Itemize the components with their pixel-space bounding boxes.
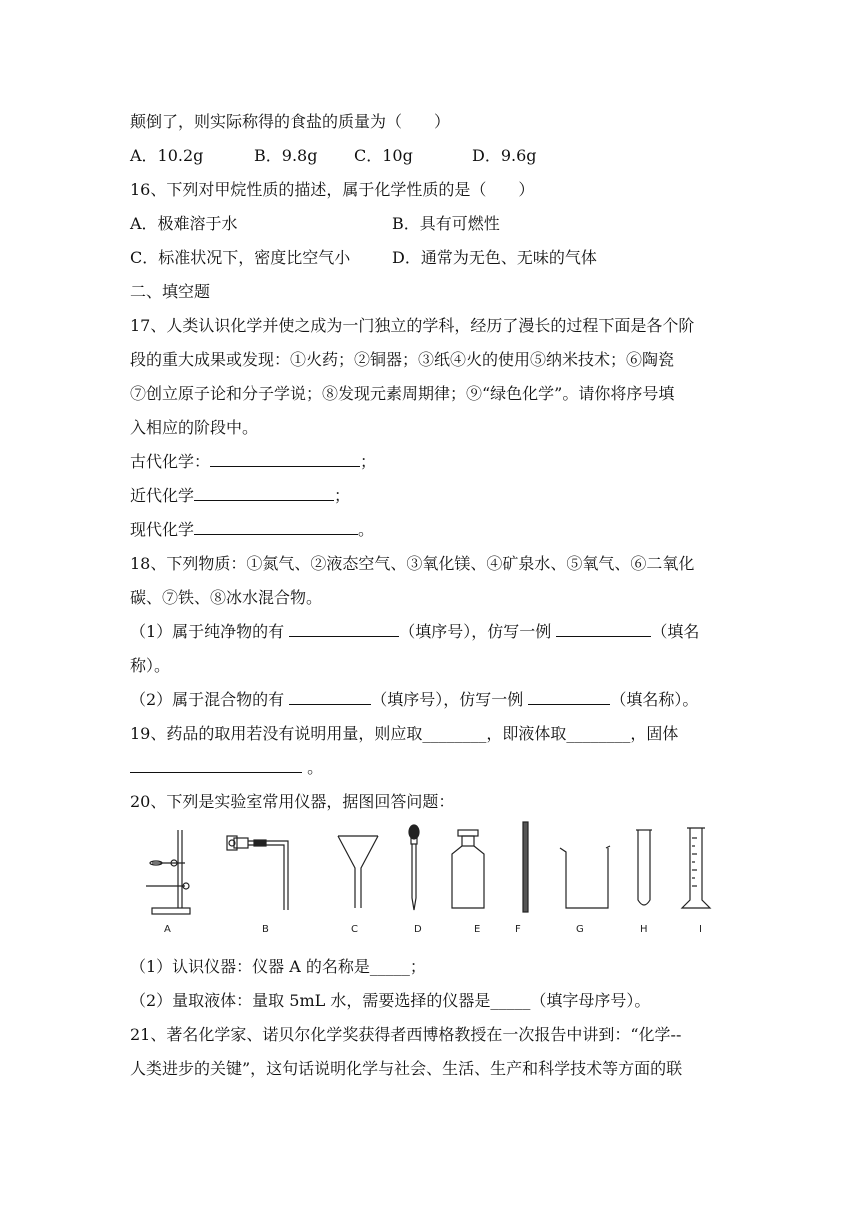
graduated-cylinder-icon bbox=[682, 828, 710, 908]
q18-part2-text: （填序号），仿写一例 bbox=[371, 690, 524, 709]
apparatus-labels bbox=[164, 924, 702, 935]
q15-option-b: B．9.8g bbox=[254, 146, 318, 165]
q21-line: 21、著名化学家、诺贝尔化学奖获得者西博格教授在一次报告中讲到：“化学-- bbox=[130, 1025, 682, 1044]
q16-option-b: B．具有可燃性 bbox=[392, 214, 500, 233]
apparatus-label: H bbox=[640, 924, 648, 935]
q18-line: 18、下列物质：①氮气、②液态空气、③氧化镁、④矿泉水、⑤氧气、⑥二氧化 bbox=[130, 554, 695, 573]
q17-modern-row bbox=[130, 519, 374, 541]
apparatus-drawing bbox=[130, 818, 730, 940]
punctuation: 。 bbox=[307, 758, 324, 777]
q17-line: ⑦创立原子论和分子学说；⑧发现元素周期律；⑨“绿色化学”。请你将序号填 bbox=[130, 384, 675, 403]
lab-apparatus-figure bbox=[130, 818, 730, 940]
dropper-icon bbox=[409, 825, 419, 910]
q18-part1-label: （1）属于纯净物的有 bbox=[130, 622, 285, 641]
reagent-bottle-icon bbox=[452, 830, 484, 908]
funnel-icon bbox=[338, 836, 378, 908]
q16-option-a: A．极难溶于水 bbox=[130, 214, 238, 233]
answer-blank[interactable] bbox=[130, 757, 302, 773]
q17-line: 17、人类认识化学并使之成为一门独立的学科，经历了漫长的过程下面是各个阶 bbox=[130, 316, 695, 335]
q20-stem: 20、下列是实验室常用仪器，据图回答问题： bbox=[130, 792, 455, 811]
iron-stand-icon bbox=[146, 830, 190, 914]
q17-ancient-row bbox=[130, 451, 376, 473]
q20-part1: （1）认识仪器：仪器 A 的名称是_____； bbox=[130, 957, 426, 976]
apparatus-label: D bbox=[414, 924, 422, 935]
q21-line: 人类进步的关键”，这句话说明化学与社会、生活、生产和科学技术等方面的联 bbox=[130, 1059, 683, 1078]
apparatus-label: B bbox=[262, 924, 269, 935]
q17-line: 段的重大成果或发现：①火药；②铜器；③纸④火的使用⑤纳米技术；⑥陶瓷 bbox=[130, 350, 675, 369]
q16-option-c: C．标准状况下，密度比空气小 bbox=[130, 248, 351, 267]
q16-option-d: D．通常为无色、无味的气体 bbox=[392, 248, 597, 267]
q18-part1-text: （填名 bbox=[651, 622, 700, 641]
q17-modern-early-label: 近代化学 bbox=[130, 486, 195, 505]
q15-option-c: C．10g bbox=[354, 146, 413, 165]
answer-blank[interactable] bbox=[289, 689, 371, 705]
q18-part1-text: （填序号），仿写一例 bbox=[399, 622, 552, 641]
q19-line: 19、药品的取用若没有说明用量，则应取________，即液体取________，固体 bbox=[130, 724, 679, 743]
q17-line: 入相应的阶段中。 bbox=[130, 418, 259, 437]
q18-line: 碳、⑦铁、⑧冰水混合物。 bbox=[130, 588, 323, 607]
punctuation: 。 bbox=[358, 520, 375, 539]
q18-part2-text: （填名称）。 bbox=[610, 690, 699, 709]
apparatus-label: F bbox=[515, 924, 521, 935]
apparatus-label: A bbox=[164, 924, 171, 935]
test-tube-icon bbox=[636, 830, 652, 905]
answer-blank[interactable] bbox=[194, 485, 334, 501]
q18-part2-label: （2）属于混合物的有 bbox=[130, 690, 285, 709]
delivery-tube-icon bbox=[227, 836, 288, 910]
q20-part2: （2）量取液体：量取 5mL 水，需要选择的仪器是_____（填字母序号）。 bbox=[130, 991, 651, 1010]
answer-blank[interactable] bbox=[528, 689, 610, 705]
q17-modern-label: 现代化学 bbox=[130, 520, 195, 539]
beaker-icon bbox=[560, 846, 610, 908]
q18-part1-cont: 称）。 bbox=[130, 656, 171, 675]
section-heading: 二、填空题 bbox=[130, 282, 211, 301]
glass-rod-icon bbox=[523, 822, 528, 912]
punctuation: ； bbox=[334, 486, 351, 505]
q17-ancient-label: 古代化学： bbox=[130, 452, 211, 471]
apparatus-label: C bbox=[351, 924, 358, 935]
q15-stem-tail: 颠倒了，则实际称得的食盐的质量为（ ） bbox=[130, 112, 451, 131]
answer-blank[interactable] bbox=[210, 451, 360, 467]
punctuation: ； bbox=[360, 452, 377, 471]
answer-blank[interactable] bbox=[556, 621, 651, 637]
q15-options bbox=[130, 145, 537, 167]
q16-options-row1 bbox=[130, 213, 500, 235]
apparatus-label: G bbox=[576, 924, 584, 935]
q18-part1-row bbox=[130, 621, 699, 643]
apparatus-label: I bbox=[699, 924, 702, 935]
answer-blank[interactable] bbox=[194, 519, 358, 535]
q18-part2-row bbox=[130, 689, 698, 711]
answer-blank[interactable] bbox=[289, 621, 399, 637]
q16-options-row2 bbox=[130, 247, 597, 269]
q15-option-a: A．10.2g bbox=[130, 146, 204, 165]
q19-cont bbox=[130, 757, 323, 779]
q17-modern-early-row bbox=[130, 485, 350, 507]
q16-stem: 16、下列对甲烷性质的描述，属于化学性质的是（ ） bbox=[130, 180, 535, 199]
q15-option-d: D．9.6g bbox=[472, 146, 537, 165]
apparatus-label: E bbox=[474, 924, 481, 935]
